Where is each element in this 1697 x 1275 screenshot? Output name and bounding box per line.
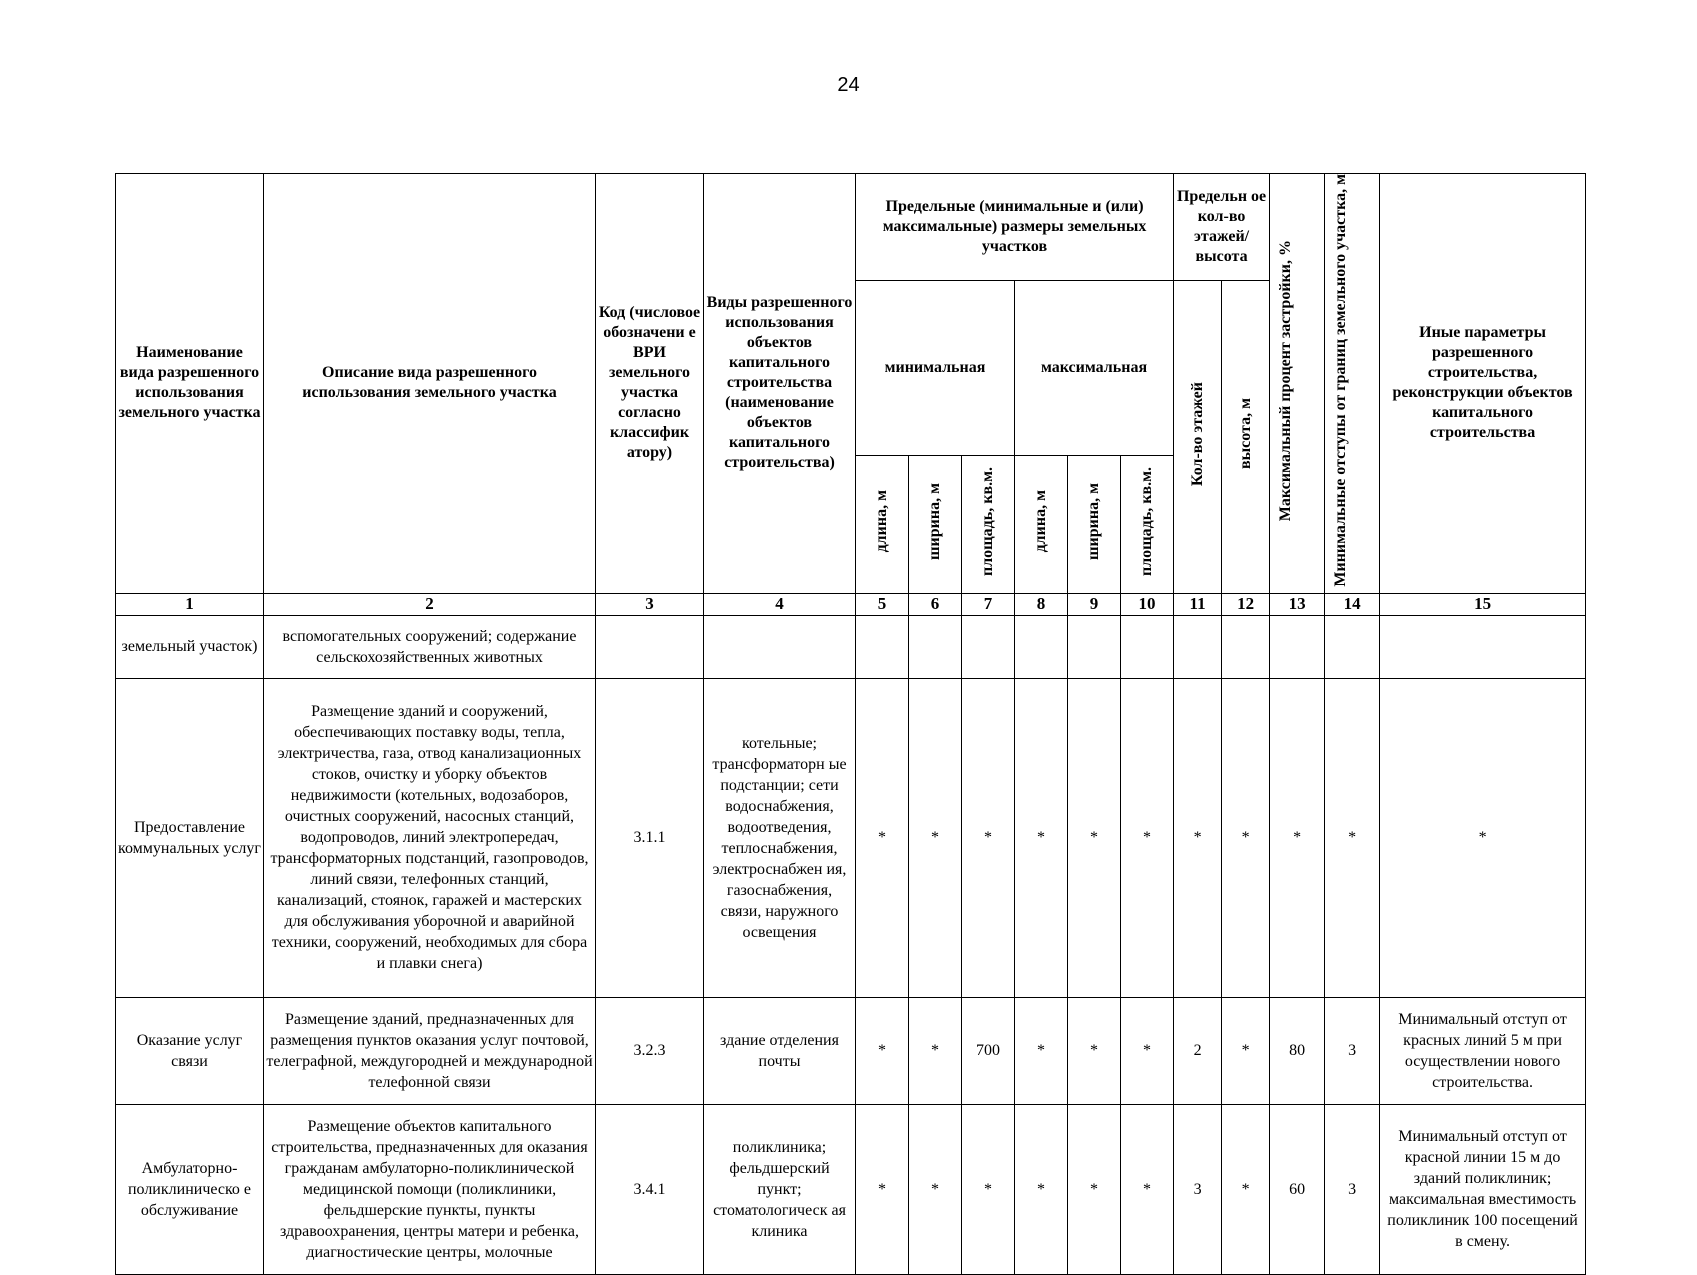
header-max-percent (1270, 174, 1325, 594)
cell-max-width (1068, 615, 1121, 678)
land-use-table (115, 173, 1586, 1275)
cell-height (1222, 615, 1270, 678)
column-number: 15 (1380, 593, 1586, 615)
cell-max-width: * (1068, 1104, 1121, 1274)
cell-floors: 3 (1174, 1104, 1222, 1274)
header-max-width (1068, 455, 1121, 593)
header-min-area-text: площадь, кв.м. (979, 466, 996, 576)
cell-description: Размещение объектов капитального строительства, предназначенных для оказания гражданам амбулаторно-поликлинической медицинской помощи (поликлиники, фельдшерские пункты, пункты здравоохранения, центры матери и ребенка, диагностические центры, молочные (264, 1104, 596, 1274)
cell-min-setback: 3 (1325, 997, 1380, 1104)
cell-other-params: Минимальный отступ от красной линии 15 м до зданий поликлиник; максимальная вместимость поликлиник 100 посещений в смену. (1380, 1104, 1586, 1274)
header-max-group: максимальная (1015, 281, 1174, 456)
page-number: 24 (837, 74, 860, 96)
header-description: Описание вида разрешенного использования земельного участка (264, 174, 596, 594)
column-number: 14 (1325, 593, 1380, 615)
column-number: 9 (1068, 593, 1121, 615)
header-floors-group: Предельн ое кол-во этажей/ высота (1174, 174, 1270, 281)
cell-max-area (1121, 615, 1174, 678)
header-name: Наименование вида разрешенного использования земельного участка (116, 174, 264, 594)
cell-objects: котельные; трансформаторн ые подстанции; сети водоснабжения, водоотведения, теплоснабжения, электроснабжен ия, газоснабжения, связи, наружного освещения (704, 678, 856, 997)
header-max-percent-text: Максимальный процент застройки, % (1277, 239, 1295, 521)
column-number-row (116, 593, 1586, 615)
column-number: 4 (704, 593, 856, 615)
header-code: Код (числовое обозначени е ВРИ земельного участка согласно классифик атору) (596, 174, 704, 594)
cell-min-setback: 3 (1325, 1104, 1380, 1274)
cell-max-area: * (1121, 997, 1174, 1104)
column-number: 7 (962, 593, 1015, 615)
column-number: 8 (1015, 593, 1068, 615)
cell-floors: * (1174, 678, 1222, 997)
header-limits-group: Предельные (минимальные и (или) максимальные) размеры земельных участков (856, 174, 1174, 281)
header-max-width-text: ширина, м (1085, 482, 1102, 560)
cell-objects: здание отделения почты (704, 997, 856, 1104)
cell-objects: поликлиника; фельдшерский пункт; стоматологическ ая клиника (704, 1104, 856, 1274)
cell-code: 3.4.1 (596, 1104, 704, 1274)
cell-code (596, 615, 704, 678)
header-max-area-text: площадь, кв.м. (1138, 466, 1156, 576)
cell-max-length: * (1015, 997, 1068, 1104)
cell-min-length: * (856, 1104, 909, 1274)
cell-other-params (1380, 615, 1586, 678)
column-number: 12 (1222, 593, 1270, 615)
header-min-group: минимальная (856, 281, 1015, 456)
cell-height: * (1222, 1104, 1270, 1274)
header-min-setback (1325, 174, 1380, 594)
header-min-width-text: ширина, м (926, 482, 943, 560)
header-min-setback-text: Минимальные отступы от границ земельного участка, м (1332, 174, 1350, 587)
cell-objects (704, 615, 856, 678)
header-min-length-text: длина, м (873, 489, 890, 553)
header-height (1222, 281, 1270, 594)
header-objects: Виды разрешенного использования объектов капитального строительства (наименование объектов капитального строительства) (704, 174, 856, 594)
cell-name: Оказание услуг связи (116, 997, 264, 1104)
cell-code: 3.2.3 (596, 997, 704, 1104)
cell-min-area: 700 (962, 997, 1015, 1104)
cell-max-percent: 60 (1270, 1104, 1325, 1274)
column-number: 5 (856, 593, 909, 615)
cell-max-length (1015, 615, 1068, 678)
cell-min-width: * (909, 1104, 962, 1274)
header-min-width (909, 455, 962, 593)
cell-min-length: * (856, 678, 909, 997)
column-number: 13 (1270, 593, 1325, 615)
header-min-length (856, 455, 909, 593)
cell-max-width: * (1068, 678, 1121, 997)
table-row (116, 997, 1586, 1104)
cell-description: Размещение зданий, предназначенных для размещения пунктов оказания услуг почтовой, телеграфной, междугородней и международной телефонной связи (264, 997, 596, 1104)
cell-other-params: * (1380, 678, 1586, 997)
cell-other-params: Минимальный отступ от красных линий 5 м при осуществлении нового строительства. (1380, 997, 1586, 1104)
column-number: 11 (1174, 593, 1222, 615)
column-number: 10 (1121, 593, 1174, 615)
cell-max-width: * (1068, 997, 1121, 1104)
header-max-length-text: длина, м (1032, 489, 1049, 553)
cell-min-area: * (962, 678, 1015, 997)
cell-min-width (909, 615, 962, 678)
header-max-area (1121, 455, 1174, 593)
table-row (116, 1104, 1586, 1274)
header-floors-text: Кол-во этажей (1188, 381, 1206, 486)
cell-name: Предоставление коммунальных услуг (116, 678, 264, 997)
cell-floors: 2 (1174, 997, 1222, 1104)
column-number: 1 (116, 593, 264, 615)
column-number: 2 (264, 593, 596, 615)
cell-floors (1174, 615, 1222, 678)
cell-min-area: * (962, 1104, 1015, 1274)
cell-min-setback: * (1325, 678, 1380, 997)
cell-max-length: * (1015, 1104, 1068, 1274)
cell-min-area (962, 615, 1015, 678)
column-number: 3 (596, 593, 704, 615)
table-row (116, 678, 1586, 997)
header-height-text: высота, м (1236, 398, 1254, 470)
table-row (116, 615, 1586, 678)
cell-height: * (1222, 997, 1270, 1104)
header-min-area (962, 455, 1015, 593)
cell-code: 3.1.1 (596, 678, 704, 997)
cell-max-area: * (1121, 678, 1174, 997)
cell-height: * (1222, 678, 1270, 997)
cell-max-percent: * (1270, 678, 1325, 997)
header-max-length (1015, 455, 1068, 593)
cell-min-length (856, 615, 909, 678)
cell-min-length: * (856, 997, 909, 1104)
header-other-params: Иные параметры разрешенного строительства, реконструкции объектов капитального строительства (1380, 174, 1586, 594)
cell-max-length: * (1015, 678, 1068, 997)
cell-description: Размещение зданий и сооружений, обеспечивающих поставку воды, тепла, электричества, газа, отвод канализационных стоков, очистку и уборку объектов недвижимости (котельных, водозаборов, очистных сооружений, насосных станций, водопроводов, линий электропередач, трансформаторных подстанций, газопроводов, линий связи, телефонных станций, канализаций, стоянок, гаражей и мастерских для обслуживания уборочной и аварийной техники, сооружений, необходимых для сбора и плавки снега) (264, 678, 596, 997)
cell-max-percent (1270, 615, 1325, 678)
cell-max-area: * (1121, 1104, 1174, 1274)
header-floors (1174, 281, 1222, 594)
cell-name: Амбулаторно-поликлиническо е обслуживание (116, 1104, 264, 1274)
cell-description: вспомогательных сооружений; содержание сельскохозяйственных животных (264, 615, 596, 678)
cell-max-percent: 80 (1270, 997, 1325, 1104)
cell-name: земельный участок) (116, 615, 264, 678)
cell-min-width: * (909, 997, 962, 1104)
cell-min-width: * (909, 678, 962, 997)
cell-min-setback (1325, 615, 1380, 678)
column-number: 6 (909, 593, 962, 615)
